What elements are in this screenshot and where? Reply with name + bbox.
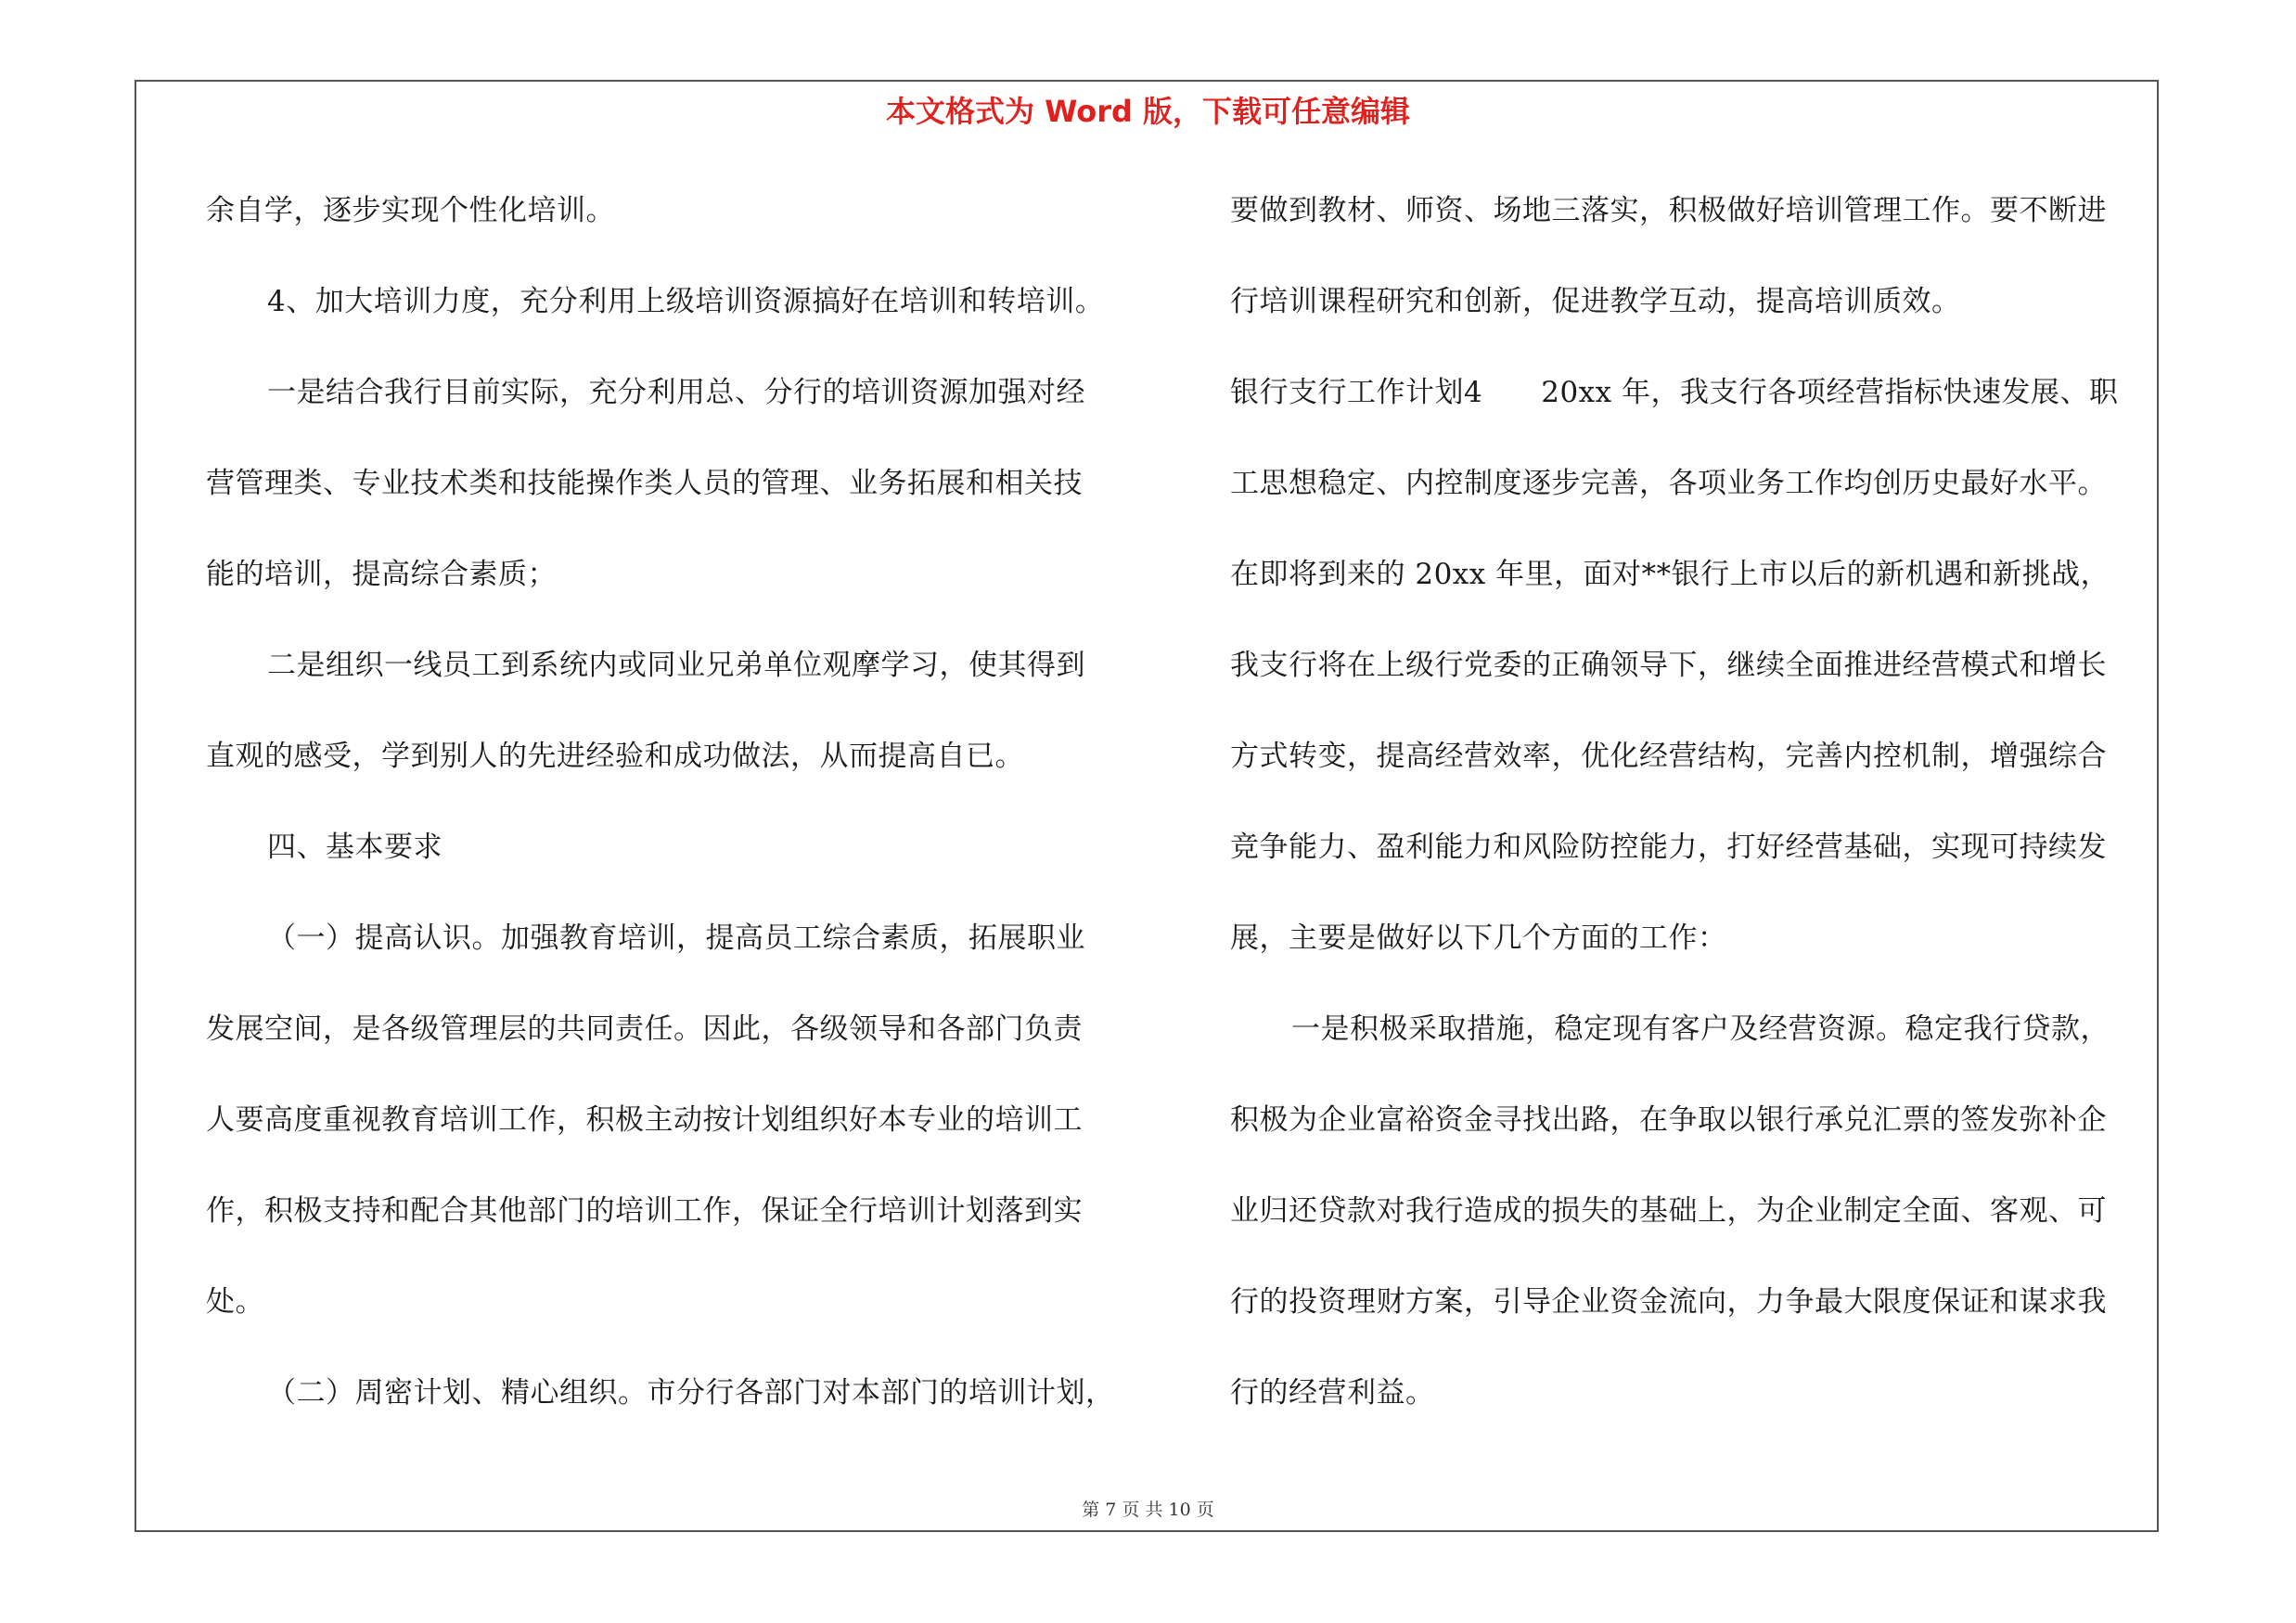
paragraph-line: 竞争能力、盈利能力和风险防控能力，打好经营基础，实现可持续发 xyxy=(1230,831,2107,864)
paragraph-line: 方式转变，提高经营效率，优化经营结构，完善内控机制，增强综合 xyxy=(1230,740,2107,773)
paragraph-line: 一是积极采取措施，稳定现有客户及经营资源。稳定我行贷款， xyxy=(1291,1012,2110,1046)
paragraph-line: （一）提高认识。加强教育培训，提高员工综合素质，拓展职业 xyxy=(267,921,1085,955)
right-text-column xyxy=(1230,186,2167,1459)
paragraph-line: 发展空间，是各级管理层的共同责任。因此，各级领导和各部门负责 xyxy=(206,1012,1083,1046)
paragraph-line: 行培训课程研究和创新，促进教学互动，提高培训质效。 xyxy=(1230,285,1961,318)
paragraph-line: 二是组织一线员工到系统内或同业兄弟单位观摩学习，使其得到 xyxy=(267,649,1085,682)
paragraph-line: 营管理类、专业技术类和技能操作类人员的管理、业务拓展和相关技 xyxy=(206,467,1083,500)
left-text-column xyxy=(206,186,1143,1459)
paragraph-line: 人要高度重视教育培训工作，积极主动按计划组织好本专业的培训工 xyxy=(206,1103,1083,1137)
paragraph-line: 余自学，逐步实现个性化培训。 xyxy=(206,194,615,227)
paragraph-line: 业归还贷款对我行造成的损失的基础上，为企业制定全面、客观、可 xyxy=(1230,1194,2107,1228)
paragraph-line: 银行支行工作计划4 20xx 年，我支行各项经营指标快速发展、职 xyxy=(1230,376,2119,409)
paragraph-line: 在即将到来的 20xx 年里，面对**银行上市以后的新机遇和新挑战， xyxy=(1230,558,2110,591)
paragraph-line: 我支行将在上级行党委的正确领导下，继续全面推进经营模式和增长 xyxy=(1230,649,2107,682)
section-heading: 四、基本要求 xyxy=(267,831,443,864)
paragraph-line: （二）周密计划、精心组织。市分行各部门对本部门的培训计划， xyxy=(267,1376,1115,1410)
paragraph-line: 行的经营利益。 xyxy=(1230,1376,1435,1410)
paragraph-line: 4、加大培训力度，充分利用上级培训资源搞好在培训和转培训。 xyxy=(267,285,1105,318)
format-banner: 本文格式为 Word 版，下载可任意编辑 xyxy=(885,94,1411,129)
paragraph-line: 行的投资理财方案，引导企业资金流向，力争最大限度保证和谋求我 xyxy=(1230,1285,2107,1319)
paragraph-line: 一是结合我行目前实际，充分利用总、分行的培训资源加强对经 xyxy=(267,376,1085,409)
paragraph-line: 能的培训，提高综合素质； xyxy=(206,558,557,591)
paragraph-line: 作，积极支持和配合其他部门的培训工作，保证全行培训计划落到实 xyxy=(206,1194,1083,1228)
page-number-footer: 第 7 页 共 10 页 xyxy=(1082,1500,1214,1520)
paragraph-line: 积极为企业富裕资金寻找出路，在争取以银行承兑汇票的签发弥补企 xyxy=(1230,1103,2107,1137)
paragraph-line: 展，主要是做好以下几个方面的工作： xyxy=(1230,921,1727,955)
paragraph-line: 工思想稳定、内控制度逐步完善，各项业务工作均创历史最好水平。 xyxy=(1230,467,2107,500)
paragraph-line: 要做到教材、师资、场地三落实，积极做好培训管理工作。要不断进 xyxy=(1230,194,2107,227)
paragraph-line: 处。 xyxy=(206,1285,264,1319)
paragraph-line: 直观的感受，学到别人的先进经验和成功做法，从而提高自已。 xyxy=(206,740,1024,773)
